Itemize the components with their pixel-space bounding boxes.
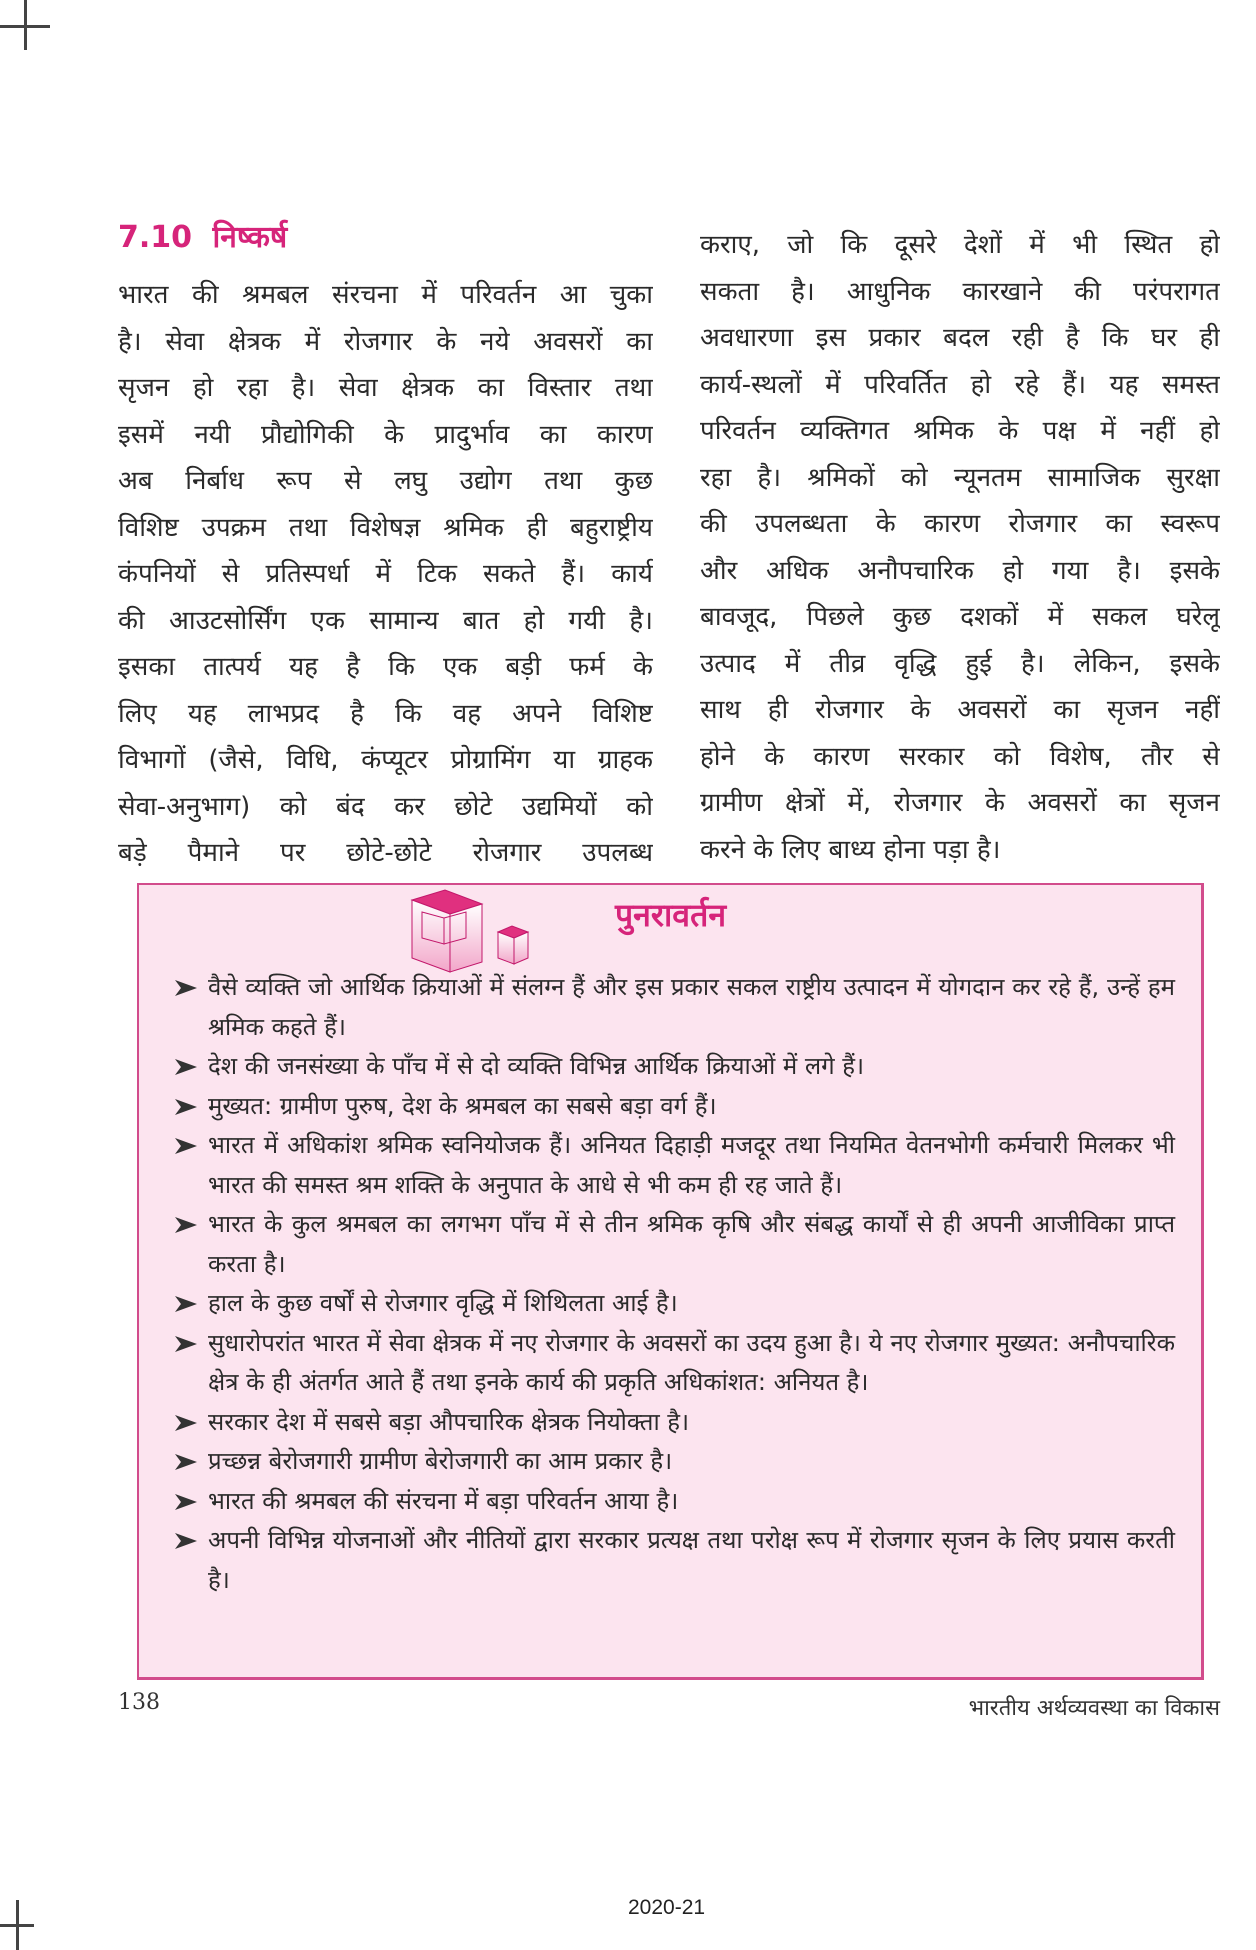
summary-item-text: भारत के कुल श्रमबल का लगभग पाँच में से तीन श्रमिक कृषि और संबद्ध कार्यों से ही अपनी आजीविका प्राप्त करता है।	[208, 1210, 1175, 1278]
summary-item	[175, 1521, 1175, 1600]
paragraph-line: करने के लिए बाध्य होना पड़ा है।	[700, 834, 1001, 865]
summary-item-text: अपनी विभिन्न योजनाओं और नीतियों द्वारा सरकार प्रत्यक्ष तथा परोक्ष रूप में रोजगार सृजन के लिए प्रयास करती है।	[208, 1526, 1175, 1594]
paragraph-line: होने के कारण सरकार को विशेष, तौर से	[700, 741, 1220, 772]
paragraph-line: विशिष्ट उपक्रम तथा विशेषज्ञ श्रमिक ही बहुराष्ट्रीय	[118, 512, 653, 543]
section-number: 7.10	[118, 220, 193, 255]
summary-item-text: सुधारोपरांत भारत में सेवा क्षेत्रक में नए रोजगार के अवसरों का उदय हुआ है। ये नए रोजगार मुख्यत: अनौपचारिक क्षेत्र के ही अंतर्गत आते हैं तथा इनके कार्य की प्रकृति अधिकांशत: अनियत है।	[208, 1328, 1175, 1396]
paragraph-line: बावजूद, पिछले कुछ दशकों में सकल घरेलू	[700, 602, 1220, 632]
arrowhead-bullet-icon	[175, 1454, 197, 1470]
page-number: 138	[118, 1690, 160, 1715]
arrowhead-bullet-icon	[175, 1296, 197, 1312]
arrowhead-bullet-icon	[175, 1059, 197, 1075]
arrowhead-bullet-icon	[175, 1533, 197, 1549]
summary-item	[175, 1205, 1175, 1284]
right-column-text	[700, 222, 1220, 873]
paragraph-line: बड़े पैमाने पर छोटे-छोटे रोजगार उपलब्ध	[118, 838, 653, 868]
summary-item-text: देश की जनसंख्या के पाँच में से दो व्यक्ति विभिन्न आर्थिक क्रियाओं में लगे हैं।	[208, 1052, 865, 1080]
summary-item-text: मुख्यत: ग्रामीण पुरुष, देश के श्रमबल का सबसे बड़ा वर्ग हैं।	[208, 1091, 717, 1120]
paragraph-line: परिवर्तन व्यक्तिगत श्रमिक के पक्ष में नहीं हो	[700, 416, 1220, 446]
paragraph-line: उत्पाद में तीव्र वृद्धि हुई है। लेकिन, इसके	[700, 648, 1220, 679]
paragraph-line: भारत की श्रमबल संरचना में परिवर्तन आ चुका	[118, 280, 653, 310]
summary-item-text: भारत की श्रमबल की संरचना में बड़ा परिवर्तन आया है।	[208, 1486, 679, 1515]
summary-item-text: सरकार देश में सबसे बड़ा औपचारिक क्षेत्रक नियोक्ता है।	[208, 1407, 690, 1436]
summary-item	[175, 1087, 1175, 1127]
summary-item-text: भारत में अधिकांश श्रमिक स्वनियोजक हैं। अनियत दिहाड़ी मजदूर तथा नियमित वेतनभोगी कर्मचारी मिलकर भी भारत की समस्त श्रम शक्ति के अनुपात के आधे से भी कम ही रह जाते हैं।	[208, 1131, 1175, 1199]
summary-item	[175, 1126, 1175, 1205]
summary-item	[175, 968, 1175, 1047]
paragraph-line: साथ ही रोजगार के अवसरों का सृजन नहीं	[700, 695, 1220, 725]
summary-item-text: प्रच्छन्न बेरोजगारी ग्रामीण बेरोजगारी का आम प्रकार है।	[208, 1447, 673, 1475]
paragraph-line: लिए यह लाभप्रद है कि वह अपने विशिष्ट	[118, 698, 653, 729]
summary-item	[175, 1403, 1175, 1443]
paragraph-line: और अधिक अनौपचारिक हो गया है। इसके	[700, 555, 1220, 586]
paragraph-line: इसका तात्पर्य यह है कि एक बड़ी फर्म के	[118, 652, 653, 682]
paragraph-line: अब निर्बाध रूप से लघु उद्योग तथा कुछ	[118, 466, 653, 496]
paragraph-line: की आउटसोर्सिंग एक सामान्य बात हो गयी है।	[118, 605, 653, 636]
summary-item-text: हाल के कुछ वर्षों से रोजगार वृद्धि में शिथिलता आई है।	[208, 1289, 678, 1317]
arrowhead-bullet-icon	[175, 1336, 197, 1352]
paragraph-line: कराए, जो कि दूसरे देशों में भी स्थित हो	[700, 230, 1220, 260]
arrowhead-bullet-icon	[175, 1099, 197, 1115]
paragraph-line: अवधारणा इस प्रकार बदल रही है कि घर ही	[700, 323, 1220, 353]
arrowhead-bullet-icon	[175, 1138, 197, 1154]
paragraph-line: सृजन हो रहा है। सेवा क्षेत्रक का विस्तार तथा	[118, 373, 653, 403]
arrowhead-bullet-icon	[175, 980, 197, 996]
paragraph-line: कार्य-स्थलों में परिवर्तित हो रहे हैं। यह समस्त	[700, 369, 1220, 400]
summary-list	[175, 968, 1175, 1600]
edition-year: 2020-21	[628, 1896, 706, 1919]
summary-title: पुनरावर्तन	[615, 896, 727, 934]
arrowhead-bullet-icon	[175, 1494, 197, 1510]
section-title: निष्कर्ष	[212, 220, 288, 255]
paragraph-line: ग्रामीण क्षेत्रों में, रोजगार के अवसरों का सृजन	[700, 788, 1220, 818]
summary-item	[175, 1442, 1175, 1482]
summary-item	[175, 1324, 1175, 1403]
book-title: भारतीय अर्थव्यवस्था का विकास	[968, 1696, 1220, 1721]
paragraph-line: रहा है। श्रमिकों को न्यूनतम सामाजिक सुरक्षा	[700, 462, 1220, 493]
summary-item-text: वैसे व्यक्ति जो आर्थिक क्रियाओं में संलग्न हैं और इस प्रकार सकल राष्ट्रीय उत्पादन में योगदान कर रहे हैं, उन्हें हम श्रमिक कहते हैं।	[208, 973, 1175, 1041]
paragraph-line: की उपलब्धता के कारण रोजगार का स्वरूप	[700, 509, 1220, 539]
paragraph-line: विभागों (जैसे, विधि, कंप्यूटर प्रोग्रामिंग या ग्राहक	[118, 745, 653, 775]
paragraph-line: है। सेवा क्षेत्रक में रोजगार के नये अवसरों का	[118, 326, 653, 357]
left-column-text	[118, 272, 653, 877]
summary-item	[175, 1047, 1175, 1087]
summary-item	[175, 1284, 1175, 1324]
paragraph-line: इसमें नयी प्रौद्योगिकी के प्रादुर्भाव का कारण	[118, 419, 653, 450]
paragraph-line: सेवा-अनुभाग) को बंद कर छोटे उद्यमियों को	[118, 791, 653, 822]
summary-item	[175, 1482, 1175, 1522]
arrowhead-bullet-icon	[175, 1217, 197, 1233]
arrowhead-bullet-icon	[175, 1415, 197, 1431]
paragraph-line: कंपनियों से प्रतिस्पर्धा में टिक सकते हैं। कार्य	[118, 559, 653, 589]
section-heading	[118, 218, 287, 258]
paragraph-line: सकता है। आधुनिक कारखाने की परंपरागत	[700, 276, 1220, 307]
